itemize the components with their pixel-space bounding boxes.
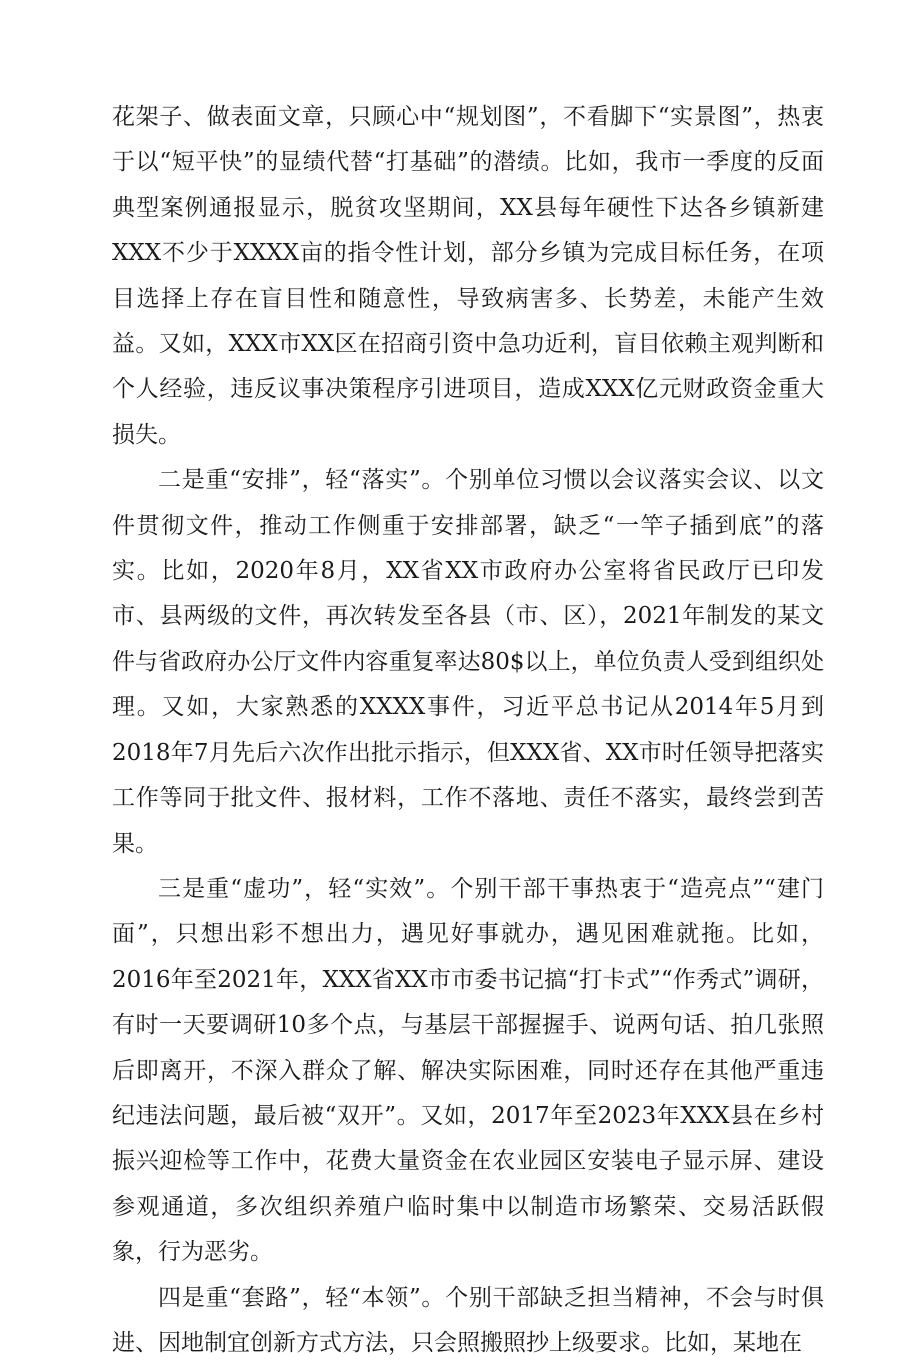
paragraph-point-four: 四是重“套路”，轻“本领”。个别干部缺乏担当精神，不会与时俱进、因地制宜创新方式方法，只会照搬照抄上级要求。比如，某地在 (112, 1284, 824, 1356)
paragraph-point-two: 二是重“安排”，轻“落实”。个别单位习惯以会议落实会议、以文件贯彻文件，推动工作侧重于安排部署，缺乏“一竿子插到底”的落实。比如，2020年8月，XX省XX市政府办公室将省民政厅已印发市、县两级的文件，再次转发至各县（市、区），2021年制发的某文件与省政府办公厅文件内容重复率达80$以上，单位负责人受到组织处理。又如，大家熟悉的XXXX事件，习近平总书记从2014年5月到2018年7月先后六次作出批示指示，但XXX省、XX市时任领导把落实工作等同于批文件、报材料，工作不落地、责任不落实，最终尝到苦果。 (112, 467, 824, 857)
paragraph-continuation: 花架子、做表面文章，只顾心中“规划图”，不看脚下“实景图”，热衷于以“短平快”的显绩代替“打基础”的潜绩。比如，我市一季度的反面典型案例通报显示，脱贫攻坚期间，XX县每年硬性下达各乡镇新建XXX不少于XXXX亩的指令性计划，部分乡镇为完成目标任务，在项目选择上存在盲目性和随意性，导致病害多、长势差，未能产生效益。又如，XXX市XX区在招商引资中急功近利，盲目依赖主观判断和个人经验，违反议事决策程序引进项目，造成XXX亿元财政资金重大损失。 (112, 104, 824, 448)
document-body (112, 95, 824, 1366)
paragraph-point-three: 三是重“虚功”，轻“实效”。个别干部干事热衷于“造亮点”“建门面”，只想出彩不想出力，遇见好事就办，遇见困难就拖。比如，2016年至2021年，XXX省XX市市委书记搞“打卡式”“作秀式”调研，有时一天要调研10多个点，与基层干部握握手、说两句话、拍几张照后即离开，不深入群众了解、解决实际困难，同时还存在其他严重违纪违法问题，最后被“双开”。又如，2017年至2023年XXX县在乡村振兴迎检等工作中，花费大量资金在农业园区安装电子显示屏、建设参观通道，多次组织养殖户临时集中以制造市场繁荣、交易活跃假象，行为恶劣。 (112, 875, 824, 1266)
